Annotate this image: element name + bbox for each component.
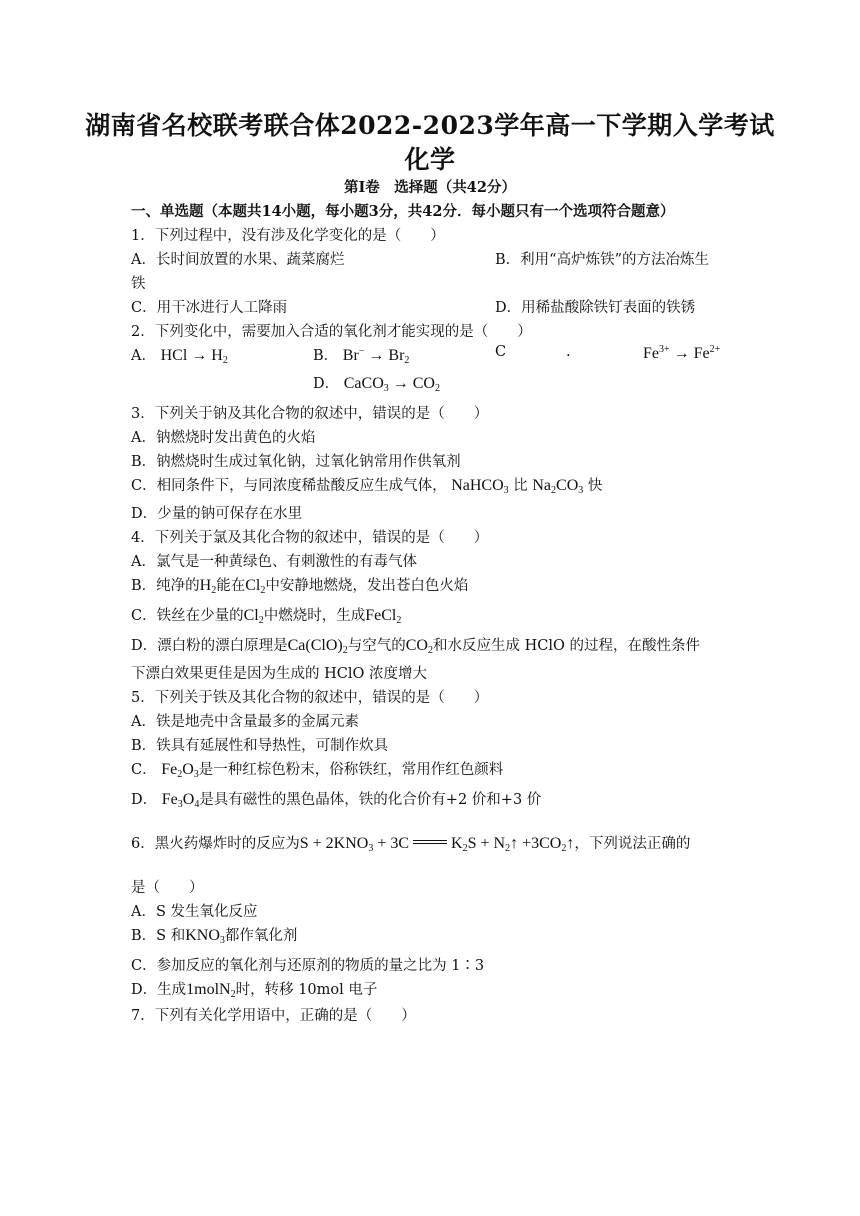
q1-stem: 1．下列过程中，没有涉及化学变化的是（ ） <box>131 228 445 244</box>
q3-option-b: B．钠燃烧时生成过氧化钠，过氧化钠常用作供氧剂 <box>131 454 461 470</box>
q2-c-formula: $Fe^{3+} \to Fe^{2+}$ <box>643 344 721 362</box>
exam-title: 湖南省名校联考联合体2022-2023学年高一下学期入学考试 <box>85 111 775 140</box>
q1-option-d: D．用稀盐酸除铁钉表面的铁锈 <box>495 300 696 316</box>
q6-option-c: C．参加反应的氧化剂与还原剂的物质的量之比为 1∶3 <box>131 958 485 974</box>
q3-stem: 3．下列关于钠及其化合物的叙述中，错误的是（ ） <box>131 406 489 422</box>
q2-stem: 2．下列变化中，需要加入合适的氧化剂才能实现的是（ ） <box>131 324 532 340</box>
q5-option-c: C． $Fe_2O_3$是一种红棕色粉末，俗称铁红，常用作红色颜料 <box>131 761 504 780</box>
q7-stem: 7．下列有关化学用语中，正确的是（ ） <box>131 1008 416 1024</box>
q5-stem: 5．下列关于铁及其化合物的叙述中，错误的是（ ） <box>131 690 489 706</box>
q2-a-formula: HCl → $H_2$ <box>160 347 228 366</box>
q1-option-b-wrap: 铁 <box>131 276 146 292</box>
q6-option-b: B．S 和$KNO_3$都作氧化剂 <box>131 927 298 946</box>
q5-option-d: D． $Fe_3O_4$是具有磁性的黑色晶体，铁的化合价有+2 价和+3 价 <box>131 791 542 810</box>
q4-option-d-wrap: 下漂白效果更佳是因为生成的 HClO 浓度增大 <box>131 666 427 682</box>
q4-option-c: C．铁丝在少量的$Cl_2$中燃烧时，生成FeCl$_2$ <box>131 607 402 626</box>
q2-option-a <box>131 344 228 366</box>
exam-subject: 化学 <box>404 145 456 174</box>
q3-option-c: C．相同条件下，与同浓度稀盐酸反应生成气体， NaHCO$_3$ 比 $Na_2CO_3$ 快 <box>131 477 603 496</box>
q4-option-d: D．漂白粉的漂白原理是$Ca(ClO)_2$与空气的$CO_2$和水反应生成 HClO 的过程，在酸性条件 <box>131 637 700 656</box>
q6-option-d: D．生成1molN$_2$时，转移 10mol 电子 <box>131 981 378 1000</box>
q6-stem: 6．黑火药爆炸时的反应为$S + 2KNO_3 + 3C$ $K_2S$ + $N_2↑$ $+3CO_2↑$，下列说法正确的 <box>131 835 691 854</box>
q5-option-a: A．铁是地壳中含量最多的金属元素 <box>131 714 359 730</box>
q3-option-a: A．钠燃烧时发出黄色的火焰 <box>131 430 316 446</box>
q4-option-b: B．纯净的$H_2$能在$Cl_2$中安静地燃烧，发出苍白色火焰 <box>131 577 469 596</box>
q3-option-d: D．少量的钠可保存在水里 <box>131 506 303 522</box>
section-instruction: 一、单选题（本题共14小题，每小题3分，共42分．每小题只有一个选项符合题意） <box>131 203 675 220</box>
q1-option-a: A．长时间放置的水果、蔬菜腐烂 <box>131 252 345 268</box>
q4-stem: 4．下列关于氯及其化合物的叙述中，错误的是（ ） <box>131 530 489 546</box>
q1-option-c: C．用干冰进行人工降雨 <box>131 300 288 316</box>
q5-option-b: B．铁具有延展性和导热性，可制作炊具 <box>131 738 389 754</box>
q4-option-a: A．氯气是一种黄绿色、有刺激性的有毒气体 <box>131 554 417 570</box>
q2-option-b <box>313 344 409 366</box>
q2-a-label: A． <box>131 348 156 364</box>
q2-b-label: B． <box>313 348 339 364</box>
q2-d-formula: CaCO$_3$ → $CO_2$ <box>343 375 440 394</box>
q2-c-dot: . <box>566 344 571 360</box>
q2-d-label: D． <box>313 376 340 392</box>
q2-c-label: C <box>495 344 507 360</box>
q6-equation: $S + 2KNO_3 + 3C$ $K_2S$ + $N_2↑$ $+3CO_2↑$ <box>299 835 575 854</box>
section-title: 第Ⅰ卷 选择题（共42分） <box>344 179 516 196</box>
q2-option-d <box>313 372 440 394</box>
q2-b-formula: $Br^- \to Br_2$ <box>342 346 410 366</box>
q1-option-b: B．利用“高炉炼铁”的方法冶炼生 <box>495 252 709 268</box>
q6-option-a: A．S 发生氧化反应 <box>131 904 258 920</box>
q6-stem-wrap: 是（ ） <box>131 880 204 896</box>
